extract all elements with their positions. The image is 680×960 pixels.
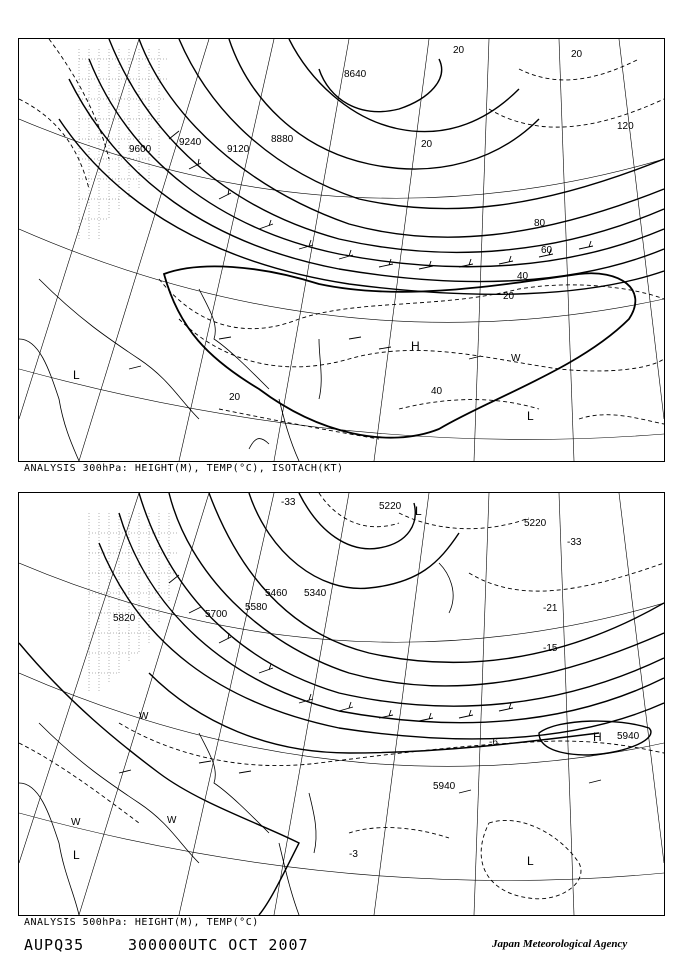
wind-barbs xyxy=(119,575,601,793)
map-500hpa xyxy=(18,492,665,916)
isotach-label-20-c: 20 xyxy=(421,139,433,150)
temp-label-minus6: -6 xyxy=(489,737,498,748)
contour-label-5460: 5460 xyxy=(265,588,288,599)
low-pressure-mark-east: L xyxy=(527,409,534,423)
caption-300hpa: ANALYSIS 300hPa: HEIGHT(M), TEMP(°C), ISOTACH(KT) xyxy=(24,463,344,474)
temp-label-minus33-a: -33 xyxy=(281,497,296,508)
map-300hpa xyxy=(18,38,665,462)
high-pressure-mark: H xyxy=(411,339,420,353)
isotach-label-40-a: 40 xyxy=(517,271,529,282)
temp-label-minus21: -21 xyxy=(543,603,558,614)
isotach-label-20-a: 20 xyxy=(453,45,465,56)
low-pressure-mark-west: L xyxy=(73,368,80,382)
warm-center-mark: W xyxy=(511,353,521,364)
contour-label-5820: 5820 xyxy=(113,613,136,624)
warm-center-mark-3: W xyxy=(167,815,177,826)
contour-label-9120: 9120 xyxy=(227,144,250,155)
map-300hpa-canvas xyxy=(19,39,664,461)
warm-center-mark-1: W xyxy=(139,711,149,722)
contour-label-5940-east: 5940 xyxy=(617,731,640,742)
isotach-label-20-e: 20 xyxy=(229,392,241,403)
isotach-label-20-b: 20 xyxy=(571,49,583,60)
graticule xyxy=(19,493,664,915)
isotach-label-40-b: 40 xyxy=(431,386,443,397)
isotach-label-60: 60 xyxy=(541,245,553,256)
terrain-mask xyxy=(79,49,169,239)
contour-label-5340: 5340 xyxy=(304,588,327,599)
contour-label-5220-a: 5220 xyxy=(379,501,402,512)
agency-credit: Japan Meteorological Agency xyxy=(492,938,628,950)
height-contours xyxy=(19,493,664,915)
product-id: AUPQ35 xyxy=(24,936,85,954)
caption-500hpa: ANALYSIS 500hPa: HEIGHT(M), TEMP(°C) xyxy=(24,917,259,928)
contour-label-5580: 5580 xyxy=(245,602,268,613)
contour-label-5700: 5700 xyxy=(205,609,228,620)
contour-label-5220-b: 5220 xyxy=(524,518,547,529)
map-500hpa-canvas xyxy=(19,493,664,915)
temperature-contours xyxy=(19,493,664,899)
contour-label-5940-south: 5940 xyxy=(433,781,456,792)
temp-label-minus33-b: -33 xyxy=(567,537,582,548)
temp-label-minus15: -15 xyxy=(543,643,558,654)
low-pressure-mark-southeast: L xyxy=(527,854,534,868)
isotach-label-20-d: 20 xyxy=(503,291,515,302)
coastline xyxy=(19,279,321,461)
low-pressure-mark-north: L xyxy=(415,504,422,518)
contour-label-8640: 8640 xyxy=(344,69,367,80)
warm-center-mark-2: W xyxy=(71,817,81,828)
temp-label-minus3: -3 xyxy=(349,849,358,860)
contour-label-8880: 8880 xyxy=(271,134,294,145)
isotach-label-120: 120 xyxy=(617,121,634,132)
valid-time: 300000UTC OCT 2007 xyxy=(128,936,309,954)
high-pressure-mark: H xyxy=(593,730,602,744)
isotach-label-80: 80 xyxy=(534,218,546,229)
contour-label-9240: 9240 xyxy=(179,137,202,148)
coastline xyxy=(19,563,453,915)
low-pressure-mark-west: L xyxy=(73,848,80,862)
contour-label-9600: 9600 xyxy=(129,144,152,155)
